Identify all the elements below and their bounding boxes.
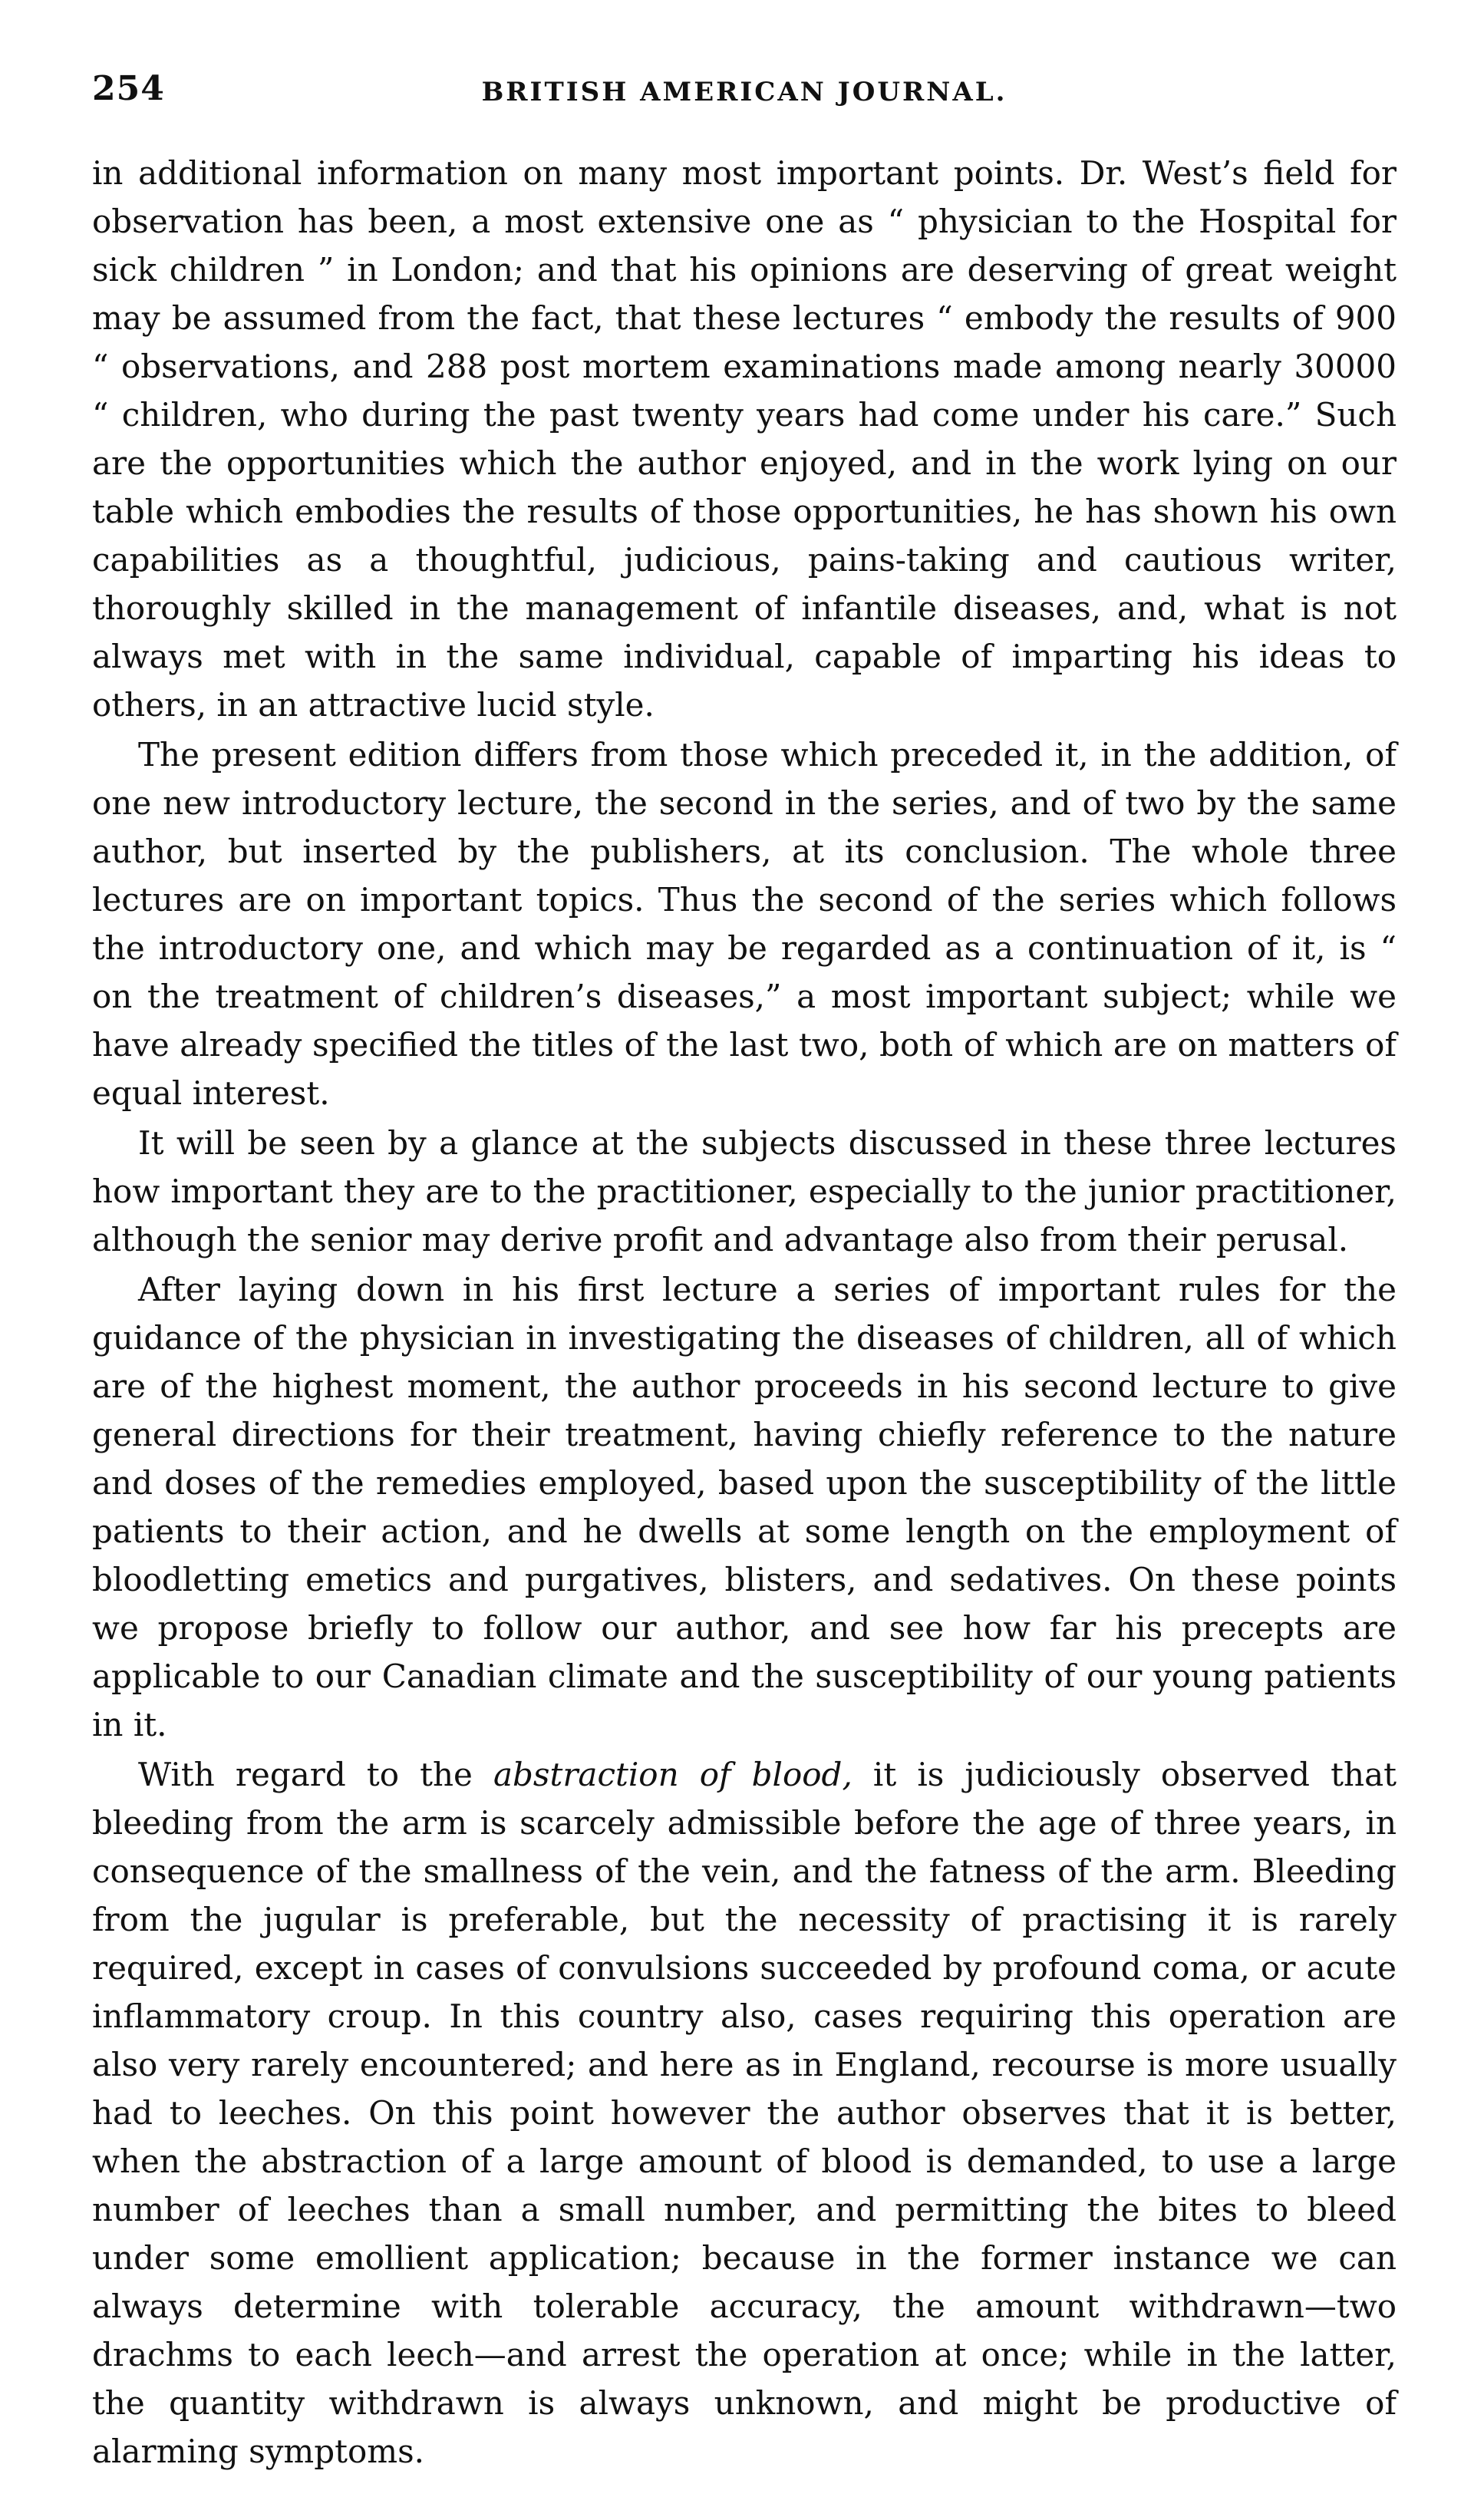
paragraph-5 [92, 1750, 1397, 2476]
paragraph-3: It will be seen by a glance at the subjects discussed in these three lectures how important they are to the practitioner, especially to the junior practitioner, although the senior may derive profit and advantage also from their perusal. [92, 1124, 1397, 1258]
page-number: 254 [92, 69, 165, 108]
running-head [92, 69, 1397, 123]
journal-page [92, 69, 1397, 2477]
paragraph-5-lead: With regard to the [138, 1756, 493, 1793]
paragraph-5-rest: it is judiciously observed that bleeding from the arm is scarcely admissible before the age of three years, in consequence of the smallness of the vein, and the fatness of the arm. Bleeding from the jugular is preferable, but the necessity of practising it is rarely required, except in cases of convulsions succeeded by profound coma, or acute inflammatory croup. In this country also, cases requiring this operation are also very rarely encountered; and here as in England, recourse is more usually had to leeches. On this point however the author observes that it is better, when the abstraction of a large amount of blood is demanded, to use a large number of leeches than a small number, and permitting the bites to bleed under some emollient application; because in the former instance we can always determine with tolerable accuracy, the amount withdrawn—two drachms to each leech—and arrest the operation at once; while in the latter, the quantity withdrawn is always unknown, and might be productive of alarming symptoms. [92, 1756, 1397, 2470]
paragraph-4: After laying down in his first lecture a series of important rules for the guidance of the physician in investigating the diseases of children, all of which are of the highest moment, the author proceeds in his second lecture to give general directions for their treatment, having chiefly reference to the nature and doses of the remedies employed, based upon the susceptibility of the little patients to their action, and he dwells at some length on the employment of bloodletting emetics and purgatives, blisters, and sedatives. On these points we propose briefly to follow our author, and see how far his precepts are applicable to our Canadian climate and the susceptibility of our young patients in it. [92, 1271, 1397, 1743]
paragraph-1: in additional information on many most important points. Dr. West’s field for observation has been, a most extensive one as “ physician to the Hospital for sick children ” in London; and that his opinions are deserving of great weight may be assumed from the fact, that these lectures “ embody the results of 900 “ observations, and 288 post mortem examinations made among nearly 30000 “ children, who during the past twenty years had come under his care.” Such are the opportunities which the author enjoyed, and in the work lying on our table which embodies the results of those opportunities, he has shown his own capabilities as a thoughtful, judicious, pains-taking and cautious writer, thoroughly skilled in the management of infantile diseases, and, what is not always met with in the same individual, capable of imparting his ideas to others, in an attractive lucid style. [92, 154, 1397, 724]
paragraph-2: The present edition differs from those which preceded it, in the addition, of one new introductory lecture, the second in the series, and of two by the same author, but inserted by the publishers, at its conclusion. The whole three lectures are on important topics. Thus the second of the series which follows the introductory one, and which may be regarded as a continuation of it, is “ on the treatment of children’s diseases,” a most important subject; while we have already specified the titles of the last two, both of which are on matters of equal interest. [92, 736, 1397, 1112]
italic-term: abstraction of blood, [493, 1756, 852, 1793]
journal-title: BRITISH AMERICAN JOURNAL. [481, 77, 1007, 107]
article-body [92, 149, 1397, 2476]
